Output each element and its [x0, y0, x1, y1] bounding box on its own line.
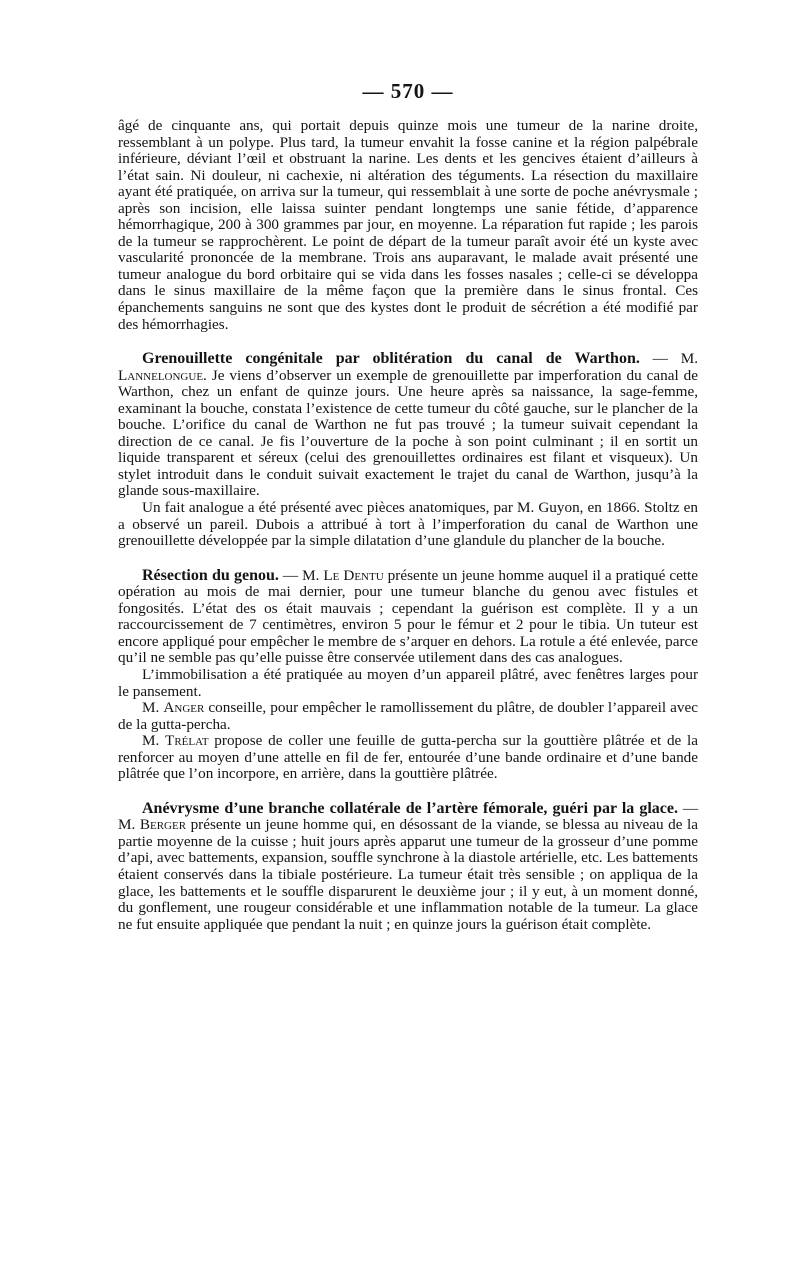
section-gap: [118, 333, 698, 351]
paragraph-text: conseille, pour empêcher le ramollissement du plâtre, de doubler l’appareil avec de la gutta-percha.: [118, 699, 698, 733]
paragraph-text: âgé de cinquante ans, qui portait depuis quinze mois une tumeur de la narine droite, ressemblant à un polype. Plus tard, la tumeur envahit la fosse canine et la région palpébrale inférieure, déviant l’œil et obstruant la narine. Les dents et les gencives étaient d’ailleurs à l’état sain. Ni douleur, ni cachexie, ni altération des téguments. La résection du maxillaire ayant été pratiquée, on arriva sur la tumeur, qui ressemblait à une sorte de poche anévrysmale ; après son incision, elle laissa suinter pendant longtemps une sanie fétide, d’apparence hémorrhagique, 200 à 300 grammes par jour, en moyenne. La réparation fut rapide ; les parois de la tumeur se rapprochèrent. Le point de départ de la tumeur paraît avoir été un kyste avec vascularité prononcée de la membrane. Trois ans auparavant, le malade avait présenté une tumeur analogue du bord orbitaire qui se vida dans les fosses nasales ; celle-ci se développa dans le sinus maxillaire de la même façon que la première dans le sinus frontal. Ces épanchements sanguins ne sont que des kystes dont le produit de sécrétion a été modifié par des hémorrhagies.: [118, 117, 698, 333]
author-name: Berger: [139, 816, 187, 834]
author-name: Trélat: [165, 732, 209, 750]
paragraph-trelat: [118, 733, 698, 783]
paragraph-text: présente un jeune homme qui, en désossant de la viande, se blessa au niveau de la partie moyenne de la cuisse ; huit jours après apparut une tumeur de la grosseur d’une pomme d’api, avec battements, expansion, souffle synchrone à la diastole artérielle, etc. Les battements étaient conservés dans la tibiale postérieure. La tumeur était très sensible ; on appliqua de la glace, les battements et le souffle disparurent le deuxième jour ; il y eut, à un moment donné, du gonflement, une rougeur considérable et une inflammation notable de la tumeur. La glace ne fut ensuite appliquée que pendant la nuit ; en quinze jours la guérison était complète.: [118, 816, 698, 933]
page-number: — 570 —: [362, 79, 454, 103]
author-prefix: — M.: [278, 566, 324, 584]
section-anevrysme: [118, 801, 698, 933]
author-prefix: M.: [142, 732, 166, 750]
section-gap: [118, 550, 698, 568]
paragraph-text: L’immobilisation a été pratiquée au moyen d’un appareil plâtré, avec fenêtres larges pour le pansement.: [118, 665, 698, 700]
section-resection-genou: [118, 568, 698, 667]
section-heading: Grenouillette congénitale par oblitération du canal de Warthon.: [142, 350, 640, 368]
paragraph-analogous-case: [118, 500, 698, 550]
paragraph-tumor-continuation: [118, 118, 698, 333]
section-grenouillette: [118, 351, 698, 500]
author-name: Le Dentu: [323, 566, 384, 584]
author-prefix: — M.: [639, 350, 698, 368]
paragraph-text: Un fait analogue a été présenté avec pièces anatomiques, par M. Guyon, en 1866. Stoltz en a observé un pareil. Dubois a attribué à tort à l’imperforation du canal de Warthon une grenouillette développée par la simple dilatation d’une glandule du plancher de la bouche.: [118, 499, 698, 550]
section-gap: [118, 783, 698, 801]
author-prefix: M.: [142, 699, 164, 717]
section-heading: Résection du genou.: [142, 566, 279, 584]
author-prefix: — M.: [118, 799, 699, 834]
paragraph-text: . Je viens d’observer un exemple de grenouillette par imperforation du canal de Warthon, chez un enfant de quinze jours. Une heure après sa naissance, la sage-femme, examinant la bouche, constata l’existence de cette tumeur du côté gauche, sur le plancher de la bouche. L’orifice du canal de Warthon ne fut pas trouvé ; la tumeur suivait cependant la direction de ce canal. Je fis l’ouverture de la poche à son point culminant ; il en sortit un liquide transparent et séreux (celui des grenouillettes ordinaires est filant et visqueux). Un stylet introduit dans le conduit suivait exactement le trajet du canal de Warthon, jusqu’à la glande sous-maxillaire.: [118, 366, 698, 500]
paragraph-anger: [118, 700, 698, 733]
paragraph-immobilisation: [118, 667, 698, 700]
paragraph-text: propose de coller une feuille de gutta-percha sur la gouttière plâtrée et de la renforcer au moyen d’une attelle en fil de fer, entourée d’une bande ordinaire et d’une bande plâtrée que l’on incorpore, en arrière, dans la gouttière plâtrée.: [118, 732, 698, 783]
author-name: Lannelongue: [118, 366, 204, 384]
section-heading: Anévrysme d’une branche collatérale de l’artère fémorale, guéri par la glace.: [142, 799, 678, 817]
paragraph-text: présente un jeune homme auquel il a pratiqué cette opération au mois de mai dernier, pour une tumeur blanche du genou avec fistules et fongosités. L’état des os était mauvais ; cependant la guérison est complète. Il y a un raccourcissement de 7 centimètres, environ 5 pour le fémur et 2 pour le tibia. Un tuteur est encore appliqué pour empêcher le membre de s’arquer en dehors. La rotule a été enlevée, parce qu’il ne semble pas qu’elle puisse être conservée utilement dans des cas analogues.: [118, 566, 698, 667]
author-name: Anger: [163, 699, 205, 717]
